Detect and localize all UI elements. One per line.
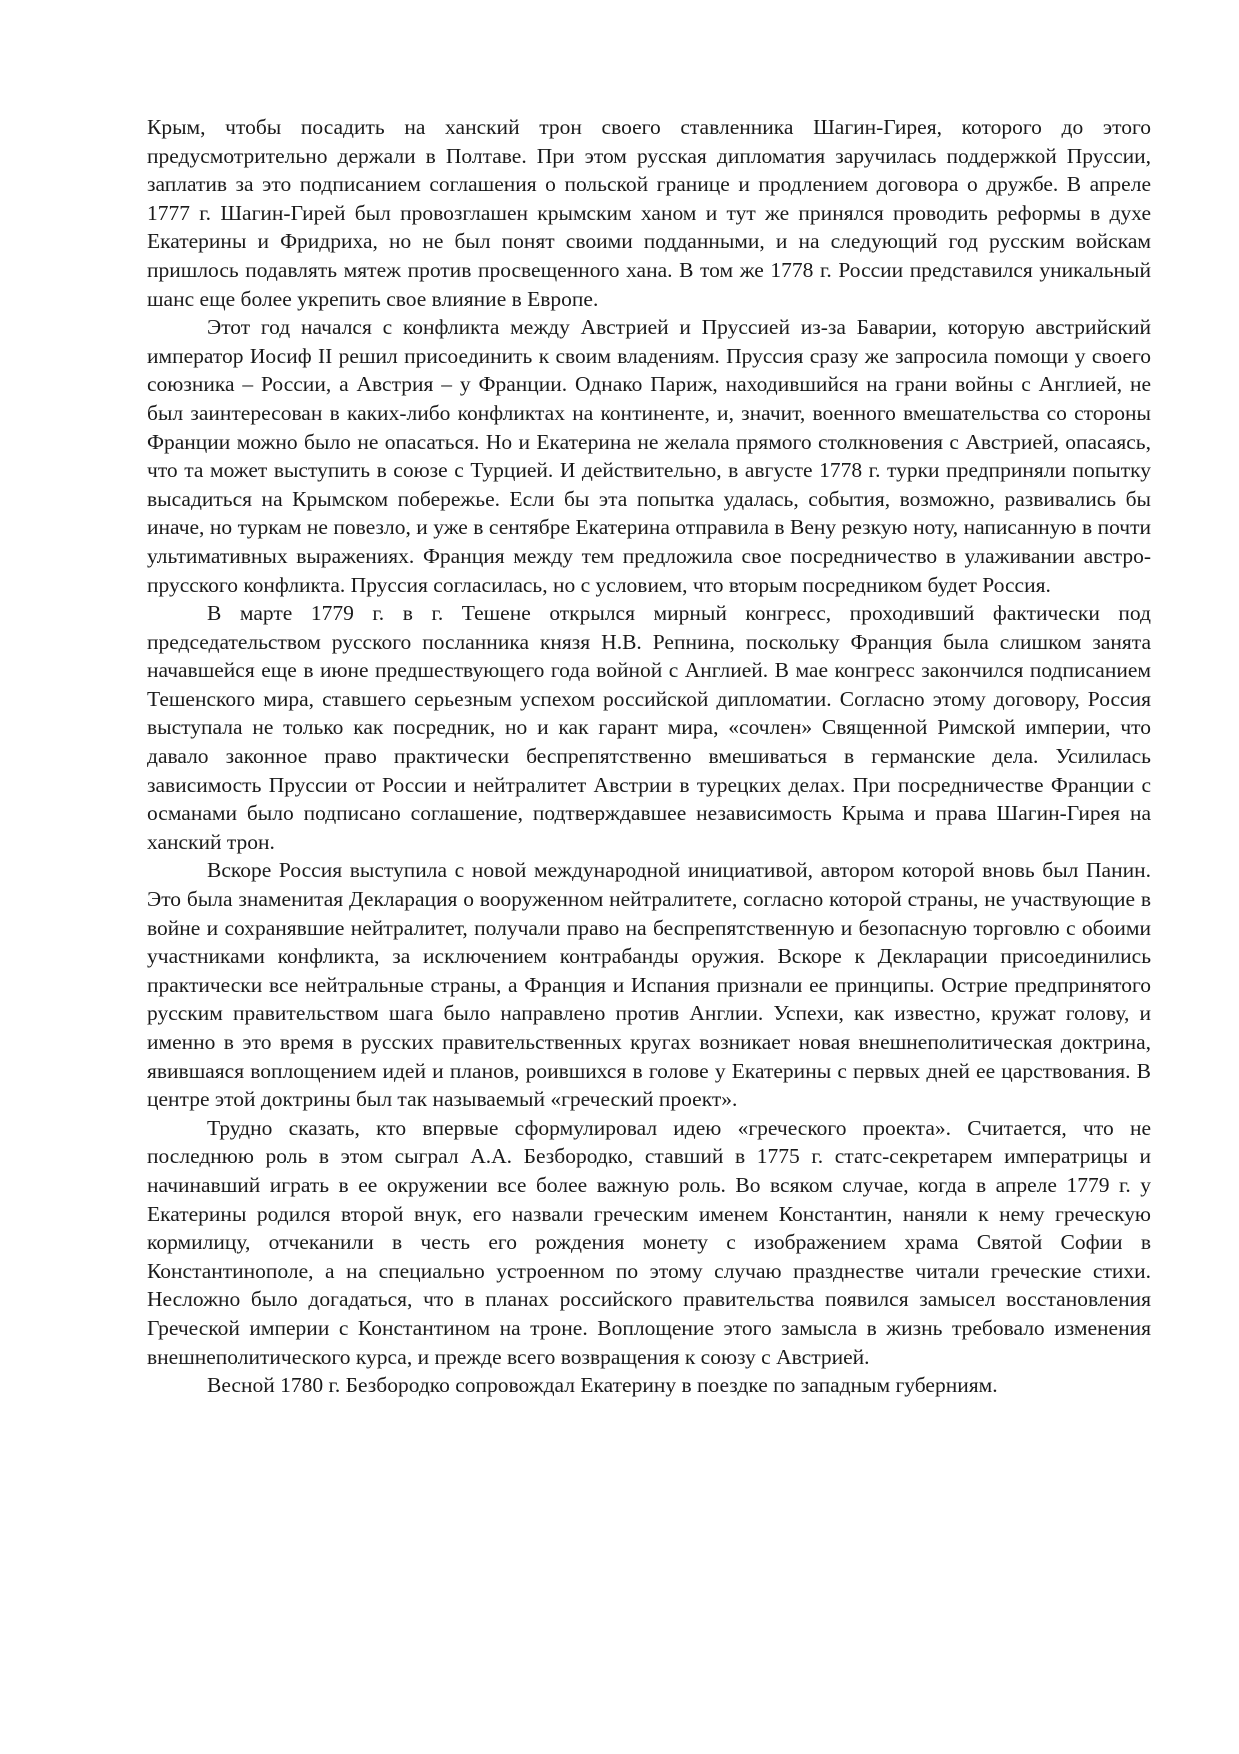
paragraph-1: Крым, чтобы посадить на ханский трон своего ставленника Шагин-Гирея, которого до этого предусмотрительно держали в Полтаве. При этом русская дипломатия заручилась поддержкой Пруссии, заплатив за это подписанием соглашения о польской границе и продлением договора о дружбе. В апреле 1777 г. Шагин-Гирей был провозглашен крымским ханом и тут же принялся проводить реформы в духе Екатерины и Фридриха, но не был понят своими подданными, и на следующий год русским войскам пришлось подавлять мятеж против просвещенного хана. В том же 1778 г. России представился уникальный шанс еще более укрепить свое влияние в Европе.	[147, 115, 1151, 311]
paragraph-4: Вскоре Россия выступила с новой международной инициативой, автором которой вновь был Панин. Это была знаменитая Декларация о вооруженном нейтралитете, согласно которой страны, не участвующие в войне и сохранявшие нейтралитет, получали право на беспрепятственную и безопасную торговлю с обоими участниками конфликта, за исключением контрабанды оружия. Вскоре к Декларации присоединились практически все нейтральные страны, а Франция и Испания признали ее принципы. Острие предпринятого русским правительством шага было направлено против Англии. Успехи, как известно, кружат голову, и именно в это время в русских правительственных кругах возникает новая внешнеполитическая доктрина, явившаяся воплощением идей и планов, роившихся в голове у Екатерины с первых дней ее царствования. В центре этой доктрины был так называемый «греческий проект».	[147, 858, 1151, 1112]
paragraph-6: Весной 1780 г. Безбородко сопровождал Екатерину в поездке по западным губерниям.	[207, 1373, 998, 1398]
document-page	[147, 113, 1151, 1400]
paragraph-5: Трудно сказать, кто впервые сформулировал идею «греческого проекта». Считается, что не последнюю роль в этом сыграл А.А. Безбородко, ставший в 1775 г. статс-секретарем императрицы и начинавший играть в ее окружении все более важную роль. Во всяком случае, когда в апреле 1779 г. у Екатерины родился второй внук, его назвали греческим именем Константин, наняли к нему греческую кормилицу, отчеканили в честь его рождения монету с изображением храма Святой Софии в Константинополе, а на специально устроенном по этому случаю празднестве читали греческие стихи. Несложно было догадаться, что в планах российского правительства появился замысел восстановления Греческой империи с Константином на троне. Воплощение этого замысла в жизнь требовало изменения внешнеполитического курса, и прежде всего возвращения к союзу с Австрией.	[147, 1115, 1151, 1369]
paragraph-2: Этот год начался с конфликта между Австрией и Пруссией из-за Баварии, которую австрийский император Иосиф II решил присоединить к своим владениям. Пруссия сразу же запросила помощи у своего союзника – России, а Австрия – у Франции. Однако Париж, находившийся на грани войны с Англией, не был заинтересован в каких-либо конфликтах на континенте, и, значит, военного вмешательства со стороны Франции можно было не опасаться. Но и Екатерина не желала прямого столкновения с Австрией, опасаясь, что та может выступить в союзе с Турцией. И действительно, в августе 1778 г. турки предприняли попытку высадиться на Крымском побережье. Если бы эта попытка удалась, события, возможно, развивались бы иначе, но туркам не повезло, и уже в сентябре Екатерина отправила в Вену резкую ноту, написанную в почти ультимативных выражениях. Франция между тем предложила свое посредничество в улаживании австро-прусского конфликта. Пруссия согласилась, но с условием, что вторым посредником будет Россия.	[147, 315, 1151, 597]
paragraph-3: В марте 1779 г. в г. Тешене открылся мирный конгресс, проходивший фактически под председательством русского посланника князя Н.В. Репнина, поскольку Франция была слишком занята начавшейся еще в июне предшествующего года войной с Англией. В мае конгресс закончился подписанием Тешенского мира, ставшего серьезным успехом российской дипломатии. Согласно этому договору, Россия выступала не только как посредник, но и как гарант мира, «сочлен» Священной Римской империи, что давало законное право практически беспрепятственно вмешиваться в германские дела. Усилилась зависимость Пруссии от России и нейтралитет Австрии в турецких делах. При посредничестве Франции с османами было подписано соглашение, подтверждавшее независимость Крыма и права Шагин-Гирея на ханский трон.	[147, 601, 1151, 854]
